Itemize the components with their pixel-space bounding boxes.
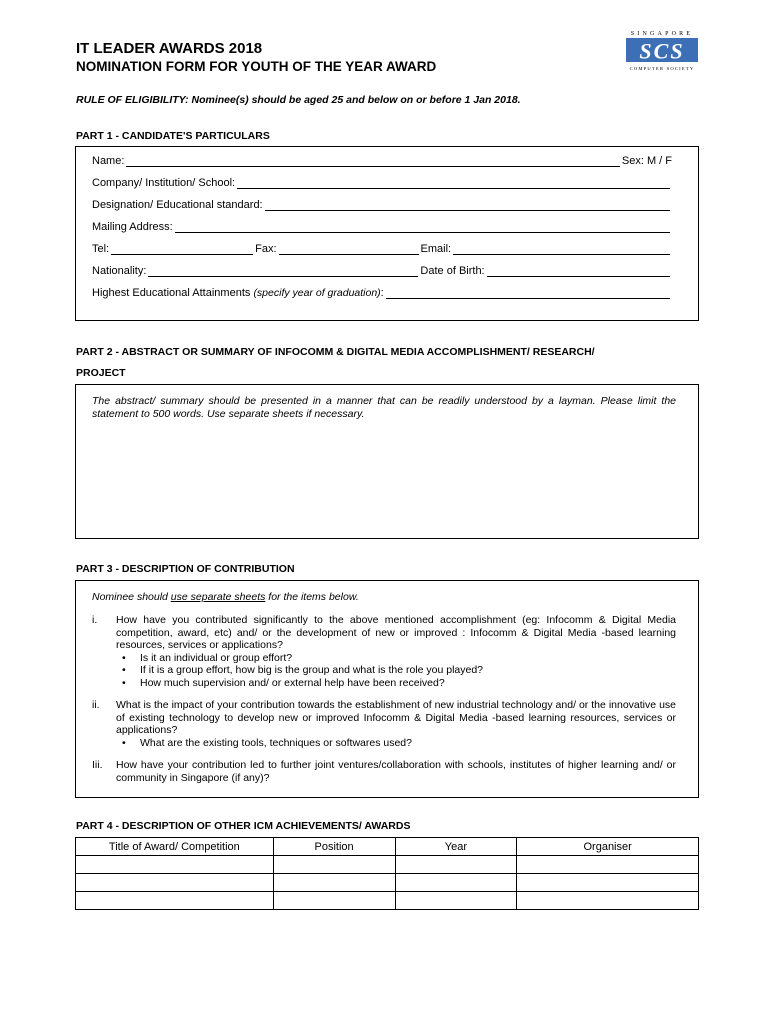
item-text: How have your contribution led to further joint ventures/collaboration with schools, institutes of higher learning and/ or community in Singapore (if any)? (116, 759, 676, 784)
item-number: i. (92, 614, 98, 626)
tel-label: Tel: (92, 243, 110, 255)
contact-row (92, 243, 672, 255)
highest-education-label: Highest Educational Attainments (92, 287, 251, 299)
bullet-icon: • (122, 676, 126, 689)
designation-field[interactable] (265, 200, 670, 211)
highest-education-colon: : (380, 287, 384, 299)
part3-intro (92, 591, 359, 604)
column-header-title: Title of Award/ Competition (76, 838, 274, 856)
email-field[interactable] (453, 244, 670, 255)
table-cell[interactable] (273, 874, 395, 892)
part4-heading: PART 4 - DESCRIPTION OF OTHER ICM ACHIEVEMENTS/ AWARDS (76, 820, 411, 832)
table-cell[interactable] (517, 892, 699, 910)
awards-table (75, 837, 699, 910)
column-header-organiser: Organiser (517, 838, 699, 856)
contribution-item (92, 614, 676, 689)
item-number: ii. (92, 699, 100, 711)
company-field[interactable] (237, 178, 670, 189)
part3-intro-after: for the items below. (265, 591, 359, 603)
column-header-year: Year (395, 838, 517, 856)
column-header-position: Position (273, 838, 395, 856)
scs-logo (624, 28, 700, 72)
highest-education-field[interactable] (386, 288, 670, 299)
bullet-text: How much supervision and/ or external help have been received? (140, 676, 445, 689)
part3-intro-underlined: use separate sheets (170, 591, 266, 603)
sex-label[interactable]: Sex: M / F (621, 155, 672, 167)
bullet-icon: • (122, 736, 126, 749)
nationality-row (92, 265, 672, 277)
table-cell[interactable] (395, 892, 517, 910)
fax-label: Fax: (255, 243, 277, 255)
highest-education-row (92, 287, 672, 299)
part2-heading: PART 2 - ABSTRACT OR SUMMARY OF INFOCOMM & DIGITAL MEDIA ACCOMPLISHMENT/ RESEARCH/ (76, 346, 595, 358)
table-cell[interactable] (517, 874, 699, 892)
table-row (76, 892, 699, 910)
logo-bottom-text: COMPUTER SOCIETY (629, 66, 695, 71)
item-text: How have you contributed significantly to the above mentioned accomplishment (eg: Infocomm & Digital Media competition, award, etc) and/ or the development of new or improved : Infocomm & Digital Media -based learning resources, services or applications? (116, 614, 676, 651)
nationality-label: Nationality: (92, 265, 147, 277)
abstract-instruction: The abstract/ summary should be presented in a manner that can be readily understood by a layman. Please limit the statement to 500 words. Use separate sheets if necessary. (92, 395, 676, 420)
logo-mark-text: SCS (639, 38, 685, 64)
table-cell[interactable] (395, 856, 517, 874)
part3-intro-before: Nominee should (92, 591, 171, 603)
bullet-text: If it is a group effort, how big is the group and what is the role you played? (140, 664, 484, 676)
table-cell[interactable] (273, 892, 395, 910)
table-cell[interactable] (76, 892, 274, 910)
item-text: What is the impact of your contribution towards the establishment of new industrial technology and/ or the innovative use of existing technology to develop new or improved Infocomm & Digital Media -based learning resources, services or applications? (116, 699, 676, 736)
bullet-item (116, 664, 676, 677)
bullet-icon: • (122, 664, 126, 676)
designation-label: Designation/ Educational standard: (92, 199, 263, 211)
contribution-item (92, 699, 676, 749)
bullet-item (116, 677, 676, 690)
dob-field[interactable] (487, 266, 670, 277)
logo-top-text: SINGAPORE (630, 31, 694, 37)
table-cell[interactable] (76, 874, 274, 892)
part2-heading-cont: PROJECT (76, 367, 126, 379)
table-cell[interactable] (273, 856, 395, 874)
bullet-item (116, 737, 676, 750)
mailing-field[interactable] (175, 222, 670, 233)
email-label: Email: (420, 243, 452, 255)
table-cell[interactable] (517, 856, 699, 874)
bullet-text: What are the existing tools, techniques or softwares used? (140, 736, 412, 749)
mailing-label: Mailing Address: (92, 221, 173, 233)
item-number: Iii. (92, 759, 103, 771)
dob-label: Date of Birth: (420, 265, 485, 277)
tel-field[interactable] (111, 244, 253, 255)
mailing-row (92, 221, 672, 233)
table-header-row (76, 838, 699, 856)
name-row (92, 155, 672, 167)
part1-heading: PART 1 - CANDIDATE'S PARTICULARS (76, 130, 270, 142)
highest-education-note: (specify year of graduation) (253, 287, 381, 299)
name-label: Name: (92, 155, 125, 167)
form-subtitle: NOMINATION FORM FOR YOUTH OF THE YEAR AWARD (76, 59, 437, 74)
eligibility-rule: RULE OF ELIGIBILITY: Nominee(s) should be aged 25 and below on or before 1 Jan 2018. (76, 94, 521, 106)
fax-field[interactable] (279, 244, 419, 255)
company-label: Company/ Institution/ School: (92, 177, 236, 189)
part3-heading: PART 3 - DESCRIPTION OF CONTRIBUTION (76, 563, 295, 575)
table-cell[interactable] (395, 874, 517, 892)
nationality-field[interactable] (148, 266, 418, 277)
bullet-icon: • (122, 651, 126, 664)
bullet-text: Is it an individual or group effort? (140, 651, 293, 664)
table-cell[interactable] (76, 856, 274, 874)
name-field[interactable] (126, 156, 619, 167)
table-row (76, 856, 699, 874)
form-title: IT LEADER AWARDS 2018 (76, 40, 263, 57)
contribution-item (92, 759, 676, 784)
table-row (76, 874, 699, 892)
company-row (92, 177, 672, 189)
designation-row (92, 199, 672, 211)
bullet-item (116, 652, 676, 665)
